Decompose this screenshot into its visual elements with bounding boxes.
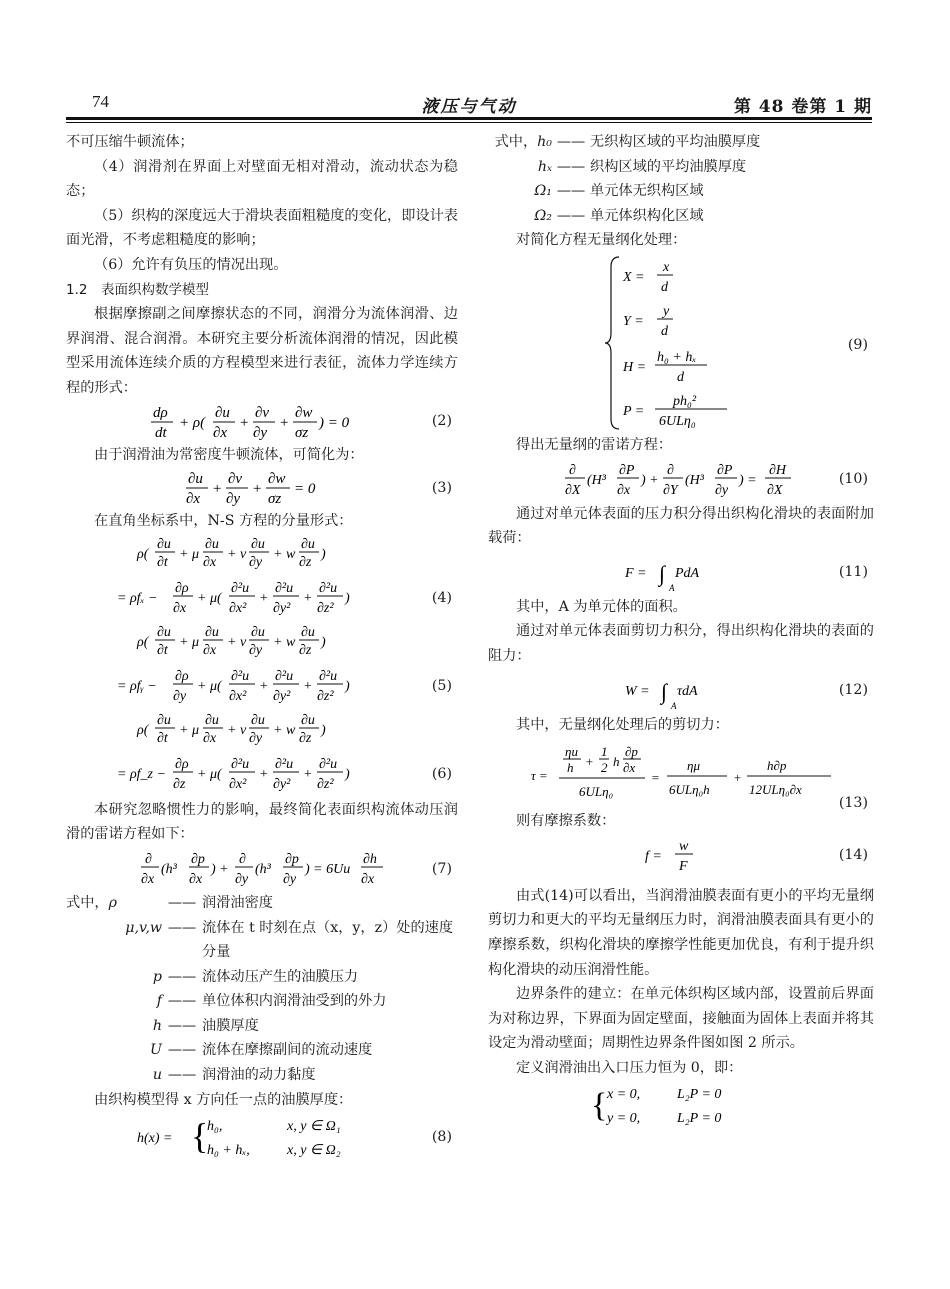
paragraph-load: 通过对单元体表面的压力积分得出织构化滑块的表面附加载荷： bbox=[488, 505, 874, 547]
svg-text:h(x) =: h(x) = bbox=[137, 1131, 173, 1147]
svg-text:∂t: ∂t bbox=[157, 554, 168, 570]
svg-text:∂z: ∂z bbox=[299, 642, 312, 658]
svg-text:∂²u: ∂²u bbox=[231, 668, 250, 684]
page-header bbox=[66, 92, 872, 117]
svg-text:∂x: ∂x bbox=[213, 424, 228, 441]
var-symbol: h bbox=[152, 1017, 162, 1034]
header-rule-thin bbox=[66, 122, 872, 123]
svg-text:ρ(: ρ( bbox=[137, 722, 149, 738]
svg-text:= ρfₓ −: = ρfₓ − bbox=[117, 590, 158, 606]
equation-8 bbox=[66, 1112, 458, 1162]
svg-text:+: + bbox=[259, 590, 269, 606]
svg-text:6ULη₀: 6ULη₀ bbox=[579, 784, 614, 800]
svg-text:∂u: ∂u bbox=[205, 536, 219, 552]
svg-text:A: A bbox=[669, 582, 675, 593]
svg-text:∂p: ∂p bbox=[191, 851, 205, 867]
svg-text:∂X: ∂X bbox=[565, 482, 581, 498]
svg-text:ph₀²: ph₀² bbox=[673, 393, 697, 409]
svg-text:+ μ(: + μ( bbox=[197, 678, 222, 694]
equation-boundary-formula bbox=[591, 1080, 771, 1130]
svg-text:∂u: ∂u bbox=[157, 712, 171, 728]
paragraph-pressure-def: 定义润滑油出入口压力恒为 0，即： bbox=[516, 1059, 743, 1076]
issue-label: 第 48 卷第 1 期 bbox=[733, 97, 872, 117]
svg-text:+: + bbox=[252, 481, 263, 498]
equation-boundary bbox=[488, 1080, 874, 1130]
svg-text:) =: ) = bbox=[739, 472, 757, 488]
equation-9-formula bbox=[601, 253, 761, 433]
svg-text:) = 0: ) = 0 bbox=[319, 414, 350, 431]
svg-text:∂u: ∂u bbox=[188, 471, 203, 488]
var-desc: 织构区域的平均油膜厚度 bbox=[590, 158, 747, 175]
journal-title: 液压与气动 bbox=[421, 97, 517, 117]
equation-number: (7) bbox=[431, 860, 452, 877]
svg-text:W =: W = bbox=[625, 683, 650, 699]
svg-text:): ) bbox=[345, 766, 350, 782]
svg-text:∂z²: ∂z² bbox=[317, 776, 334, 792]
equation-number: (10) bbox=[838, 471, 868, 488]
svg-text:L₂P = 0: L₂P = 0 bbox=[677, 1111, 722, 1127]
equation-number: (5) bbox=[431, 677, 452, 694]
svg-text:+ μ: + μ bbox=[179, 546, 199, 562]
var-symbol: Ω₂ bbox=[534, 207, 552, 224]
svg-text:∂y²: ∂y² bbox=[273, 600, 291, 616]
paragraph-dimless-reynolds: 得出无量纲的雷诺方程： bbox=[516, 436, 673, 453]
svg-text:∂t: ∂t bbox=[157, 642, 168, 658]
svg-text:∂x²: ∂x² bbox=[229, 600, 247, 616]
paragraph-friction: 则有摩擦系数： bbox=[516, 813, 616, 830]
svg-text:H =: H = bbox=[623, 359, 647, 375]
variable-row: hₓ —— 织构区域的平均油膜厚度 bbox=[488, 155, 874, 180]
svg-text:+ w: + w bbox=[273, 546, 296, 562]
equation-number: (12) bbox=[838, 682, 868, 699]
svg-text:∂x: ∂x bbox=[361, 871, 375, 887]
svg-text:∂z: ∂z bbox=[299, 730, 312, 746]
svg-text:∂x: ∂x bbox=[203, 554, 217, 570]
svg-text:∂v: ∂v bbox=[228, 471, 243, 488]
svg-text:σz: σz bbox=[268, 491, 282, 508]
svg-text:∂x²: ∂x² bbox=[229, 776, 247, 792]
svg-text:{: { bbox=[191, 1116, 209, 1157]
equation-4-formula bbox=[117, 534, 407, 622]
svg-text:d: d bbox=[677, 369, 684, 385]
svg-text:F: F bbox=[679, 858, 688, 874]
vars-intro: 式中， bbox=[66, 894, 109, 911]
variable-row: u —— 润滑油的动力黏度 bbox=[66, 1063, 458, 1088]
equation-number: (9) bbox=[847, 336, 868, 353]
svg-text:+: + bbox=[279, 414, 290, 431]
vars-intro: 式中， bbox=[494, 134, 538, 150]
svg-text:+: + bbox=[303, 590, 313, 606]
svg-text:+: + bbox=[303, 766, 313, 782]
svg-text:∂u: ∂u bbox=[157, 624, 171, 640]
var-desc: 无织构区域的平均油膜厚度 bbox=[590, 134, 761, 150]
svg-text:+ ρ(: + ρ( bbox=[179, 414, 206, 431]
svg-text:dρ: dρ bbox=[153, 404, 168, 421]
svg-text:∂²u: ∂²u bbox=[319, 756, 338, 772]
header-rule-thick bbox=[66, 117, 872, 120]
svg-text:= ρf_z −: = ρf_z − bbox=[117, 766, 166, 782]
svg-text:∂: ∂ bbox=[667, 462, 674, 478]
svg-text:F =: F = bbox=[625, 565, 647, 581]
svg-text:∂x: ∂x bbox=[141, 871, 155, 887]
svg-text:6ULη₀h: 6ULη₀h bbox=[669, 782, 710, 798]
svg-text:∂x: ∂x bbox=[617, 482, 631, 498]
svg-text:∂y²: ∂y² bbox=[273, 776, 291, 792]
svg-text:∂x: ∂x bbox=[173, 600, 187, 616]
right-column bbox=[488, 130, 874, 1130]
svg-text:): ) bbox=[345, 678, 350, 694]
svg-text:+ v: + v bbox=[227, 546, 247, 562]
svg-text:): ) bbox=[321, 546, 326, 562]
assumption-6: （6）允许有负压的情况出现。 bbox=[94, 256, 288, 273]
var-symbol: Ω₁ bbox=[534, 183, 552, 200]
var-symbol: u bbox=[152, 1067, 162, 1084]
paragraph-resistance: 通过对单元体表面剪切力积分，得出织构化滑块的表面的阻力： bbox=[488, 623, 874, 664]
svg-text:∂h: ∂h bbox=[363, 851, 377, 867]
svg-text:∂²u: ∂²u bbox=[319, 580, 338, 596]
svg-text:+: + bbox=[259, 678, 269, 694]
variable-row: p —— 流体动压产生的油膜压力 bbox=[66, 965, 458, 990]
svg-text:∂: ∂ bbox=[239, 851, 246, 867]
svg-text:ηu: ηu bbox=[565, 744, 578, 760]
equation-14-formula bbox=[641, 834, 721, 878]
variable-list-left bbox=[66, 891, 458, 1088]
svg-text:+ v: + v bbox=[227, 634, 247, 650]
svg-text:+: + bbox=[303, 678, 313, 694]
variable-row: Ω₁ —— 单元体无织构区域 bbox=[488, 179, 874, 204]
svg-text:{: { bbox=[591, 1087, 608, 1125]
svg-text:y: y bbox=[663, 303, 670, 319]
svg-text:x, y ∈ Ω₁: x, y ∈ Ω₁ bbox=[287, 1119, 341, 1135]
equation-14 bbox=[488, 834, 874, 878]
svg-text:12ULη₀∂x: 12ULη₀∂x bbox=[749, 782, 802, 798]
svg-text:∂ρ: ∂ρ bbox=[175, 668, 189, 684]
var-desc: 流体动压产生的油膜压力 bbox=[202, 968, 359, 985]
svg-text:h∂p: h∂p bbox=[767, 758, 787, 774]
var-desc: 润滑油密度 bbox=[202, 894, 273, 911]
equation-10 bbox=[488, 458, 874, 502]
equation-13-formula bbox=[531, 742, 831, 804]
svg-text:d: d bbox=[661, 323, 668, 339]
svg-text:∂u: ∂u bbox=[205, 712, 219, 728]
variable-row: f —— 单位体积内润滑油受到的外力 bbox=[66, 989, 458, 1014]
equation-number: (3) bbox=[431, 479, 452, 496]
paragraph-simplify: 由于润滑油为常密度牛顿流体，可简化为： bbox=[94, 446, 364, 463]
svg-text:∂y: ∂y bbox=[715, 482, 729, 498]
svg-text:∂y: ∂y bbox=[173, 688, 187, 704]
svg-text:w: w bbox=[679, 838, 689, 854]
var-symbol: h₀ bbox=[537, 134, 552, 150]
svg-text:h₀ + hₓ,: h₀ + hₓ, bbox=[207, 1143, 250, 1159]
paragraph-area: 其中，A 为单元体的面积。 bbox=[516, 598, 687, 615]
variable-row: 式中，ρ —— 润滑油密度 bbox=[66, 891, 458, 916]
var-desc: 单元体无织构区域 bbox=[590, 183, 704, 200]
paragraph-nondim: 对简化方程无量纲化处理： bbox=[516, 232, 687, 249]
svg-text:∂u: ∂u bbox=[301, 712, 315, 728]
svg-text:∂p: ∂p bbox=[285, 851, 299, 867]
section-heading: 1.2 表面织构数学模型 bbox=[66, 281, 209, 298]
svg-text:∂: ∂ bbox=[569, 462, 576, 478]
paragraph-conclusion: 由式(14)可以看出，当润滑油膜表面有更小的平均无量纲剪切力和更大的平均无量纲压力时，润滑油膜表面具有更小的摩擦系数，织构化滑块的摩擦学性能更加优良，有利于提升织构化滑块的动压润滑性能。 bbox=[488, 887, 874, 978]
equation-number: (14) bbox=[838, 847, 868, 864]
svg-text:∂x²: ∂x² bbox=[229, 688, 247, 704]
variable-row: 式中，h₀ —— 无织构区域的平均油膜厚度 bbox=[488, 130, 874, 155]
svg-text:f =: f = bbox=[645, 848, 662, 864]
svg-text:∫: ∫ bbox=[661, 678, 668, 704]
svg-text:∫: ∫ bbox=[659, 560, 666, 586]
variable-row: μ,v,w —— 流体在 t 时刻在点（x，y，z）处的速度分量 bbox=[66, 916, 458, 965]
svg-text:h₀,: h₀, bbox=[207, 1119, 223, 1135]
equation-3 bbox=[66, 467, 458, 509]
svg-text:∂P: ∂P bbox=[717, 462, 733, 478]
svg-text:∂x: ∂x bbox=[203, 642, 217, 658]
equation-4 bbox=[66, 534, 458, 622]
svg-text:τ =: τ = bbox=[531, 768, 548, 784]
variable-row: U —— 流体在摩擦副间的流动速度 bbox=[66, 1038, 458, 1063]
paragraph-film-thickness: 由织构模型得 x 方向任一点的油膜厚度： bbox=[94, 1091, 353, 1108]
svg-text:∂y: ∂y bbox=[249, 554, 263, 570]
equation-number: (2) bbox=[431, 413, 452, 430]
left-column bbox=[66, 130, 458, 1162]
variable-row: Ω₂ —— 单元体织构化区域 bbox=[488, 204, 874, 229]
svg-text:(H³: (H³ bbox=[685, 472, 704, 488]
svg-text:∂y²: ∂y² bbox=[273, 688, 291, 704]
svg-text:): ) bbox=[345, 590, 350, 606]
svg-text:∂u: ∂u bbox=[157, 536, 171, 552]
svg-text:ημ: ημ bbox=[687, 758, 700, 774]
equation-13 bbox=[488, 737, 874, 812]
svg-text:τdA: τdA bbox=[677, 683, 698, 699]
equation-5 bbox=[66, 622, 458, 710]
svg-text:∂y: ∂y bbox=[283, 871, 297, 887]
var-desc: 油膜厚度 bbox=[202, 1017, 259, 1034]
var-desc: 润滑油的动力黏度 bbox=[202, 1067, 316, 1084]
var-symbol: hₓ bbox=[537, 158, 552, 175]
equation-12 bbox=[488, 669, 874, 713]
svg-text:(h³: (h³ bbox=[161, 861, 177, 877]
var-symbol: μ,v,w bbox=[125, 919, 162, 936]
svg-text:h₀ + hₓ: h₀ + hₓ bbox=[657, 349, 697, 365]
svg-text:): ) bbox=[321, 722, 326, 738]
equation-number: (11) bbox=[838, 564, 868, 581]
svg-text:(h³: (h³ bbox=[255, 861, 271, 877]
svg-text:∂z²: ∂z² bbox=[317, 600, 334, 616]
svg-text:∂²u: ∂²u bbox=[231, 580, 250, 596]
svg-text:∂u: ∂u bbox=[301, 536, 315, 552]
equation-7-formula bbox=[137, 847, 387, 891]
equation-6 bbox=[66, 710, 458, 798]
svg-text:+: + bbox=[585, 754, 594, 770]
svg-text:): ) bbox=[321, 634, 326, 650]
svg-text:∂z²: ∂z² bbox=[317, 688, 334, 704]
var-symbol: p bbox=[152, 968, 162, 985]
var-desc: 单位体积内润滑油受到的外力 bbox=[202, 993, 387, 1010]
equation-number: (4) bbox=[431, 589, 452, 606]
svg-text:dt: dt bbox=[155, 424, 167, 441]
svg-text:PdA: PdA bbox=[675, 565, 700, 581]
assumption-3-tail: 不可压缩牛顿流体； bbox=[66, 134, 194, 150]
svg-text:+ μ(: + μ( bbox=[197, 766, 222, 782]
equation-11-formula bbox=[621, 551, 741, 595]
svg-text:+ v: + v bbox=[227, 722, 247, 738]
svg-text:h: h bbox=[567, 760, 574, 776]
var-symbol: f bbox=[156, 993, 162, 1010]
paragraph-shear: 其中，无量纲化处理后的剪切力： bbox=[516, 716, 729, 733]
equation-3-formula bbox=[182, 467, 342, 509]
svg-text:∂: ∂ bbox=[145, 851, 152, 867]
svg-text:1: 1 bbox=[601, 744, 608, 760]
svg-text:+: + bbox=[212, 481, 223, 498]
svg-text:∂²u: ∂²u bbox=[275, 580, 294, 596]
svg-text:ρ(: ρ( bbox=[137, 546, 149, 562]
svg-text:∂y: ∂y bbox=[235, 871, 249, 887]
svg-text:x: x bbox=[663, 259, 670, 275]
svg-text:+: + bbox=[239, 414, 250, 431]
svg-text:∂y: ∂y bbox=[253, 424, 268, 441]
equation-10-formula bbox=[561, 458, 801, 502]
svg-text:+ w: + w bbox=[273, 722, 296, 738]
variable-row: h —— 油膜厚度 bbox=[66, 1014, 458, 1039]
svg-text:∂y: ∂y bbox=[249, 642, 263, 658]
equation-8-formula bbox=[137, 1112, 387, 1162]
svg-text:+: + bbox=[259, 766, 269, 782]
svg-text:6ULη₀: 6ULη₀ bbox=[659, 413, 696, 429]
equation-9 bbox=[488, 253, 874, 433]
svg-text:∂x: ∂x bbox=[203, 730, 217, 746]
paragraph-continuity: 根据摩擦副之间摩擦状态的不同，润滑分为流体润滑、边界润滑、混合润滑。本研究主要分析流体润滑的情况，因此模型采用流体连续介质的方程模型来进行表征，流体力学连续方程的形式： bbox=[66, 306, 458, 396]
paragraph-reynolds: 本研究忽略惯性力的影响，最终简化表面织构流体动压润滑的雷诺方程如下： bbox=[66, 801, 458, 843]
svg-text:) = 6Uu: ) = 6Uu bbox=[305, 861, 351, 877]
svg-text:∂²u: ∂²u bbox=[319, 668, 338, 684]
paragraph-ns: 在直角坐标系中，N-S 方程的分量形式： bbox=[94, 513, 353, 530]
equation-number: (6) bbox=[431, 765, 452, 782]
svg-text:∂x: ∂x bbox=[186, 491, 201, 508]
svg-text:∂x: ∂x bbox=[623, 760, 636, 776]
svg-text:∂u: ∂u bbox=[251, 536, 265, 552]
svg-text:+ μ: + μ bbox=[179, 634, 199, 650]
svg-text:∂u: ∂u bbox=[251, 712, 265, 728]
equation-2-formula bbox=[147, 401, 377, 443]
svg-text:+: + bbox=[733, 770, 742, 786]
equation-12-formula bbox=[621, 669, 741, 713]
svg-text:σz: σz bbox=[295, 424, 309, 441]
svg-text:) +: ) + bbox=[641, 472, 659, 488]
equation-11 bbox=[488, 551, 874, 595]
assumption-5: （5）织构的深度远大于滑块表面粗糙度的变化，即设计表面光滑，不考虑粗糙度的影响； bbox=[66, 207, 458, 249]
svg-text:Y =: Y = bbox=[623, 313, 644, 329]
svg-text:h: h bbox=[613, 754, 620, 770]
svg-text:∂²u: ∂²u bbox=[231, 756, 250, 772]
svg-text:∂z: ∂z bbox=[299, 554, 312, 570]
svg-text:X =: X = bbox=[623, 269, 645, 285]
paragraph-boundary: 边界条件的建立：在单元体织构区域内部，设置前后界面为对称边界，下界面为固定壁面，接触面为固体上表面并将其设定为滑动壁面；周期性边界条件图如图 2 所示。 bbox=[488, 986, 874, 1052]
var-desc: 流体在摩擦副间的流动速度 bbox=[202, 1042, 373, 1059]
var-symbol: ρ bbox=[108, 894, 117, 911]
svg-text:= 0: = 0 bbox=[294, 481, 316, 498]
svg-text:x = 0,: x = 0, bbox=[607, 1087, 641, 1103]
equation-2 bbox=[66, 401, 458, 443]
svg-text:∂z: ∂z bbox=[173, 776, 186, 792]
svg-text:∂²u: ∂²u bbox=[275, 756, 294, 772]
svg-text:∂²u: ∂²u bbox=[275, 668, 294, 684]
equation-7 bbox=[66, 847, 458, 891]
svg-text:∂H: ∂H bbox=[769, 462, 787, 478]
svg-text:x, y ∈ Ω₂: x, y ∈ Ω₂ bbox=[287, 1143, 341, 1159]
svg-text:∂p: ∂p bbox=[625, 744, 638, 760]
svg-text:d: d bbox=[661, 279, 668, 295]
var-desc: 流体在 t 时刻在点（x，y，z）处的速度分量 bbox=[202, 919, 454, 961]
equation-5-formula bbox=[117, 622, 407, 710]
svg-text:∂u: ∂u bbox=[215, 404, 230, 421]
svg-text:∂w: ∂w bbox=[268, 471, 286, 488]
equation-number: (8) bbox=[431, 1128, 452, 1145]
svg-text:∂v: ∂v bbox=[255, 404, 270, 421]
svg-text:=: = bbox=[651, 770, 660, 786]
svg-text:∂u: ∂u bbox=[251, 624, 265, 640]
page-number: 74 bbox=[92, 92, 109, 111]
assumption-4: （4）润滑剂在界面上对壁面无相对滑动，流动状态为稳态； bbox=[66, 158, 458, 200]
svg-text:) +: ) + bbox=[211, 861, 229, 877]
svg-text:∂w: ∂w bbox=[295, 404, 313, 421]
svg-text:∂ρ: ∂ρ bbox=[175, 580, 189, 596]
svg-text:ρ(: ρ( bbox=[137, 634, 149, 650]
svg-text:+ μ(: + μ( bbox=[197, 590, 222, 606]
svg-text:2: 2 bbox=[601, 760, 608, 776]
equation-6-formula bbox=[117, 710, 407, 798]
svg-text:+ w: + w bbox=[273, 634, 296, 650]
svg-text:+ μ: + μ bbox=[179, 722, 199, 738]
variable-list-right bbox=[488, 130, 874, 228]
svg-text:y = 0,: y = 0, bbox=[607, 1111, 641, 1127]
svg-text:∂ρ: ∂ρ bbox=[175, 756, 189, 772]
svg-text:∂u: ∂u bbox=[205, 624, 219, 640]
svg-text:∂t: ∂t bbox=[157, 730, 168, 746]
svg-text:∂Y: ∂Y bbox=[663, 482, 678, 498]
svg-text:A: A bbox=[671, 700, 677, 711]
svg-text:L₂P = 0: L₂P = 0 bbox=[677, 1087, 722, 1103]
svg-text:∂x: ∂x bbox=[189, 871, 203, 887]
svg-text:P =: P = bbox=[623, 403, 645, 419]
svg-text:∂y: ∂y bbox=[226, 491, 241, 508]
svg-text:(H³: (H³ bbox=[587, 472, 606, 488]
equation-number: (13) bbox=[838, 795, 868, 812]
var-desc: 单元体织构化区域 bbox=[590, 207, 704, 224]
svg-text:∂y: ∂y bbox=[249, 730, 263, 746]
svg-text:∂u: ∂u bbox=[301, 624, 315, 640]
var-symbol: U bbox=[150, 1042, 162, 1059]
svg-text:= ρfᵧ −: = ρfᵧ − bbox=[117, 678, 157, 694]
svg-text:∂X: ∂X bbox=[767, 482, 783, 498]
svg-text:∂P: ∂P bbox=[619, 462, 635, 478]
